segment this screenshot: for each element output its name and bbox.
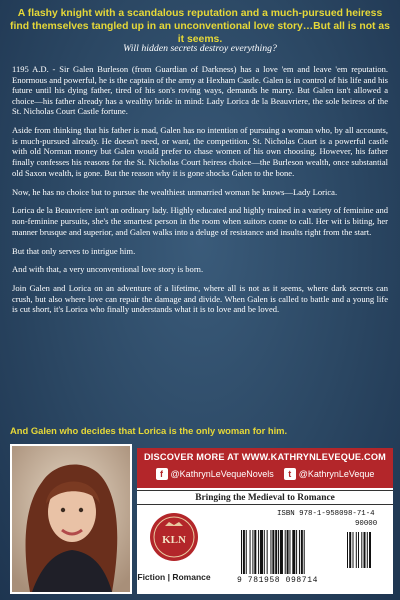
barcode-addon-bar <box>358 532 359 568</box>
slogan: Bringing the Medieval to Romance <box>137 490 393 505</box>
barcode-bar <box>250 530 251 574</box>
barcode-bar <box>304 530 305 574</box>
publisher-promo-block <box>137 448 393 594</box>
barcode-bar <box>278 530 279 574</box>
facebook-icon: f <box>156 468 168 480</box>
barcode-bar <box>241 530 242 574</box>
barcode-addon-bar <box>361 532 362 568</box>
genre-label: Fiction | Romance <box>137 572 211 582</box>
barcode-bar <box>267 530 268 574</box>
barcode-bar <box>280 530 283 574</box>
barcode-bar <box>285 530 286 574</box>
barcode-bar <box>301 530 303 574</box>
barcode-bar <box>296 530 297 574</box>
barcode-addon-bar <box>349 532 351 568</box>
closing-text: And Galen who decides that Lorica is the only woman for him. <box>10 425 288 436</box>
twitter-handle: @KathrynLeVeque <box>298 469 375 479</box>
barcode-bar <box>243 530 245 574</box>
barcode-bar <box>254 530 256 574</box>
seal-text: KLN <box>162 534 186 546</box>
synopsis-paragraph: 1195 A.D. - Sir Galen Burleson (from Guardian of Darkness) has a love 'em and leave 'em reputation. Enormous and powerful, he is the captain of the army at Hexham Castle. Galen is in control of his life and his future until his dying father, tired of his son's roving ways, demands he marry. But Galen isn't allowed a choice—his father already has a wealthy bride in mind: Lady Lorica de la Beauvriere, the sole heiress of the St. Nicholas Court Castle fortune. <box>12 64 388 117</box>
barcode-addon-bar <box>356 532 357 568</box>
barcode-addon-bar <box>347 532 348 568</box>
facebook-link[interactable] <box>156 468 274 480</box>
barcode-addon-bar <box>353 532 354 568</box>
author-portrait-image <box>12 446 130 592</box>
facebook-handle: @KathrynLeVequeNovels <box>170 469 274 479</box>
synopsis-paragraph: Now, he has no choice but to pursue the wealthiest unmarried woman he knows—Lady Lorica. <box>12 186 338 197</box>
synopsis-paragraph: Join Galen and Lorica on an adventure of a lifetime, where all is not as it seems, where dark secrets can crush, but also where love can repair the damage and divide. When Galen is called to battle and a young life is cut short, it's Lorica who finally understands what it is to love and be loved. <box>12 283 388 315</box>
barcode-number: 9 781958 098714 <box>237 576 319 585</box>
synopsis-paragraph: Aside from thinking that his father is mad, Galen has no intention of pursuing a woman who, by all accounts, is much-pursued already. He doesn't need, or want, the competition. St. Nicholas Court is a powerful castle with old Norman money but Galen would prefer to chase women of his own choosing. However, his father finally confesses his reasons for the St. Nicholas Court heiress choice—the Burleson wealth, once substantial old Saxon wealth, is gone. But the reason why it is gone shocks Galen to the bone. <box>12 125 388 178</box>
barcode-bar <box>252 530 253 574</box>
website-link[interactable]: DISCOVER MORE AT WWW.KATHRYNLEVEQUE.COM <box>143 452 387 462</box>
barcode-addon-bar <box>364 532 366 568</box>
isbn-text: ISBN 978-1-958098-71-4 <box>277 510 375 518</box>
barcode-bar <box>299 530 300 574</box>
barcode-bar <box>272 530 274 574</box>
social-links <box>143 468 387 480</box>
publisher-seal-logo <box>149 512 199 562</box>
barcode-bar <box>264 530 265 574</box>
barcode-bar <box>275 530 277 574</box>
barcode <box>237 520 387 588</box>
barcode-bar <box>287 530 289 574</box>
barcode-bar <box>270 530 271 574</box>
synopsis-paragraph: And with that, a very unconventional love story is born. <box>12 264 204 275</box>
author-photo <box>10 444 132 594</box>
twitter-link[interactable] <box>284 468 375 480</box>
barcode-bar <box>246 530 247 574</box>
price-code: 90000 <box>355 520 378 528</box>
barcode-bar <box>260 530 263 574</box>
tagline-text: Will hidden secrets destroy everything? <box>123 43 277 54</box>
barcode-addon-bar <box>369 532 371 568</box>
synopsis-paragraph: Lorica de la Beauvriere isn't an ordinary lady. Highly educated and highly trained in a variety of feminine and non-feminine pursuits, she's the smartest person in the room when suitors come to call. Her wit is biting, her manner brusque and superior, and Galen walks into a deluge of resistance and insults right from the start. <box>12 205 388 237</box>
twitter-icon: t <box>284 468 296 480</box>
synopsis <box>12 64 388 323</box>
barcode-bars <box>237 520 387 576</box>
barcode-bar <box>258 530 259 574</box>
barcode-bar <box>289 530 290 574</box>
barcode-addon-bar <box>367 532 368 568</box>
barcode-bar <box>292 530 295 574</box>
hook-text: A flashy knight with a scandalous reputation and a much-pursued heiress find themselves tangled up in an unconventional love story…But all is not as it seems. <box>10 8 390 45</box>
synopsis-paragraph: But that only serves to intrigue him. <box>12 245 136 256</box>
